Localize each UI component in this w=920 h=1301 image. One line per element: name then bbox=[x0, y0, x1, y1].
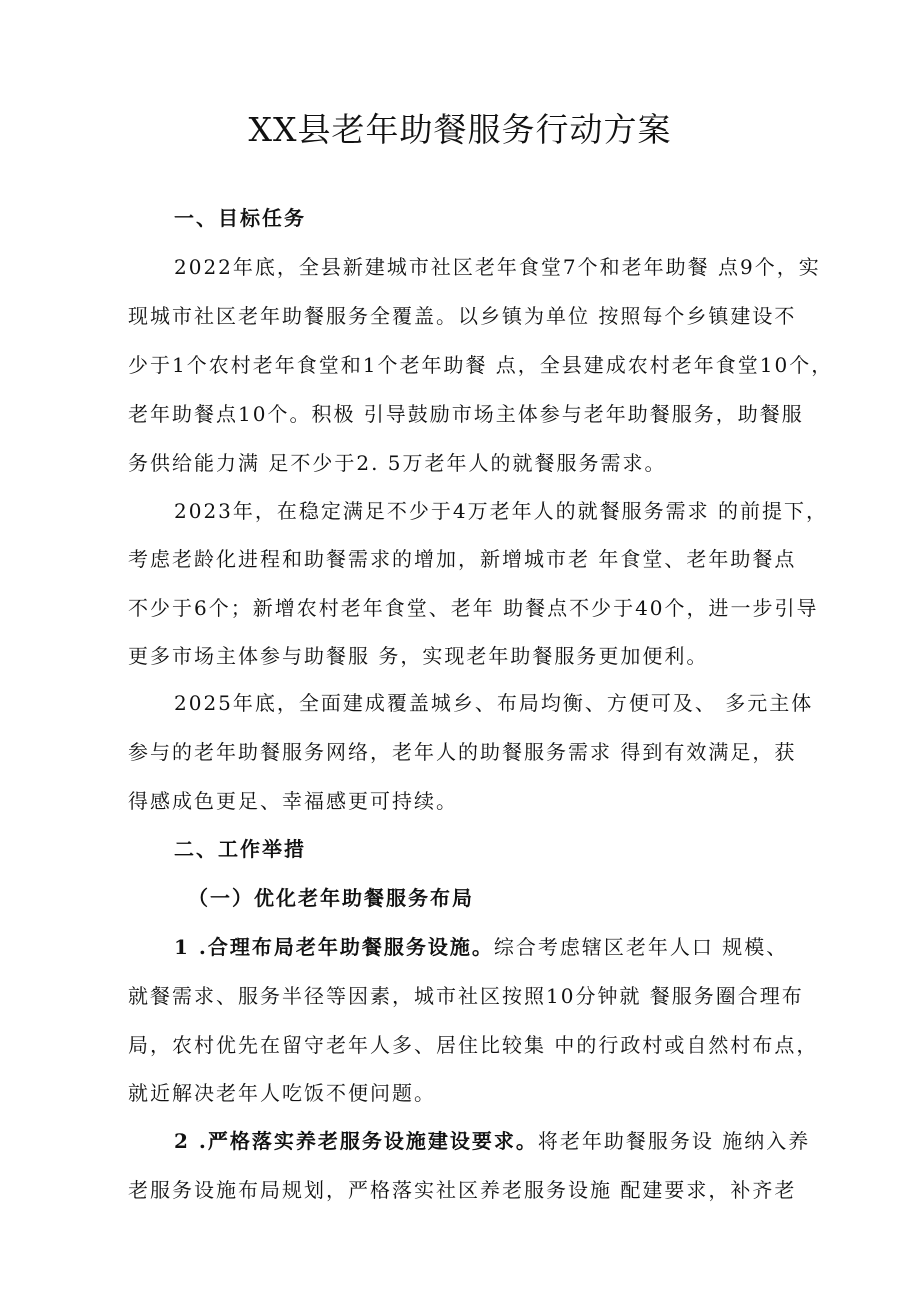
item-lead: 2 .严格落实养老服务设施建设要求。 bbox=[174, 1129, 538, 1153]
document-title: XX县老年助餐服务行动方案 bbox=[248, 110, 672, 149]
paragraph-line: 老年助餐点10个。积极 引导鼓励市场主体参与老年助餐服务，助餐服 bbox=[128, 402, 804, 426]
paragraph-line: 少于1个农村老年食堂和1个老年助餐 点，全县建成农村老年食堂10个， bbox=[128, 353, 834, 377]
paragraph-line: 更多市场主体参与助餐服 务，实现老年助餐服务更加便利。 bbox=[128, 644, 709, 668]
section-heading-measures: 二、工作举措 bbox=[174, 837, 306, 861]
item-lead: 1 .合理布局老年助餐服务设施。 bbox=[174, 935, 494, 959]
item-first-line bbox=[174, 1128, 810, 1154]
paragraph-line: 得感成色更足、幸福感更可持续。 bbox=[128, 789, 458, 813]
paragraph-line: 务供给能力满 足不少于2. 5万老年人的就餐服务需求。 bbox=[128, 451, 667, 475]
section-heading-goals: 一、目标任务 bbox=[174, 206, 306, 230]
item-text: 综合考虑辖区老年人口 规模、 bbox=[493, 935, 789, 959]
subsection-heading: （一）优化老年助餐服务布局 bbox=[188, 886, 474, 910]
paragraph-line: 2023年，在稳定满足不少于4万老年人的就餐服务需求 的前提下， bbox=[174, 499, 828, 523]
paragraph-line: 老服务设施布局规划，严格落实社区养老服务设施 配建要求，补齐老 bbox=[128, 1178, 797, 1202]
paragraph-line: 2022年底，全县新建城市社区老年食堂7个和老年助餐 点9个，实 bbox=[174, 255, 821, 279]
item-first-line bbox=[174, 934, 788, 960]
paragraph-line: 就餐需求、服务半径等因素，城市社区按照10分钟就 餐服务圈合理布 bbox=[128, 984, 804, 1008]
paragraph-line: 就近解决老年人吃饭不便问题。 bbox=[128, 1081, 436, 1105]
paragraph-line: 参与的老年助餐服务网络，老年人的助餐服务需求 得到有效满足，获 bbox=[128, 740, 797, 764]
paragraph-line: 现城市社区老年助餐服务全覆盖。以乡镇为单位 按照每个乡镇建设不 bbox=[128, 304, 797, 328]
paragraph-line: 2025年底，全面建成覆盖城乡、布局均衡、方便可及、 多元主体 bbox=[174, 691, 814, 715]
paragraph-line: 局，农村优先在留守老年人多、居住比较集 中的行政村或自然村布点， bbox=[128, 1033, 819, 1057]
item-text: 将老年助餐服务设 施纳入养 bbox=[537, 1129, 811, 1153]
paragraph-line: 不少于6个；新增农村老年食堂、老年 助餐点不少于40个，进一步引导 bbox=[128, 596, 819, 620]
paragraph-line: 考虑老龄化进程和助餐需求的增加，新增城市老 年食堂、老年助餐点 bbox=[128, 547, 797, 571]
